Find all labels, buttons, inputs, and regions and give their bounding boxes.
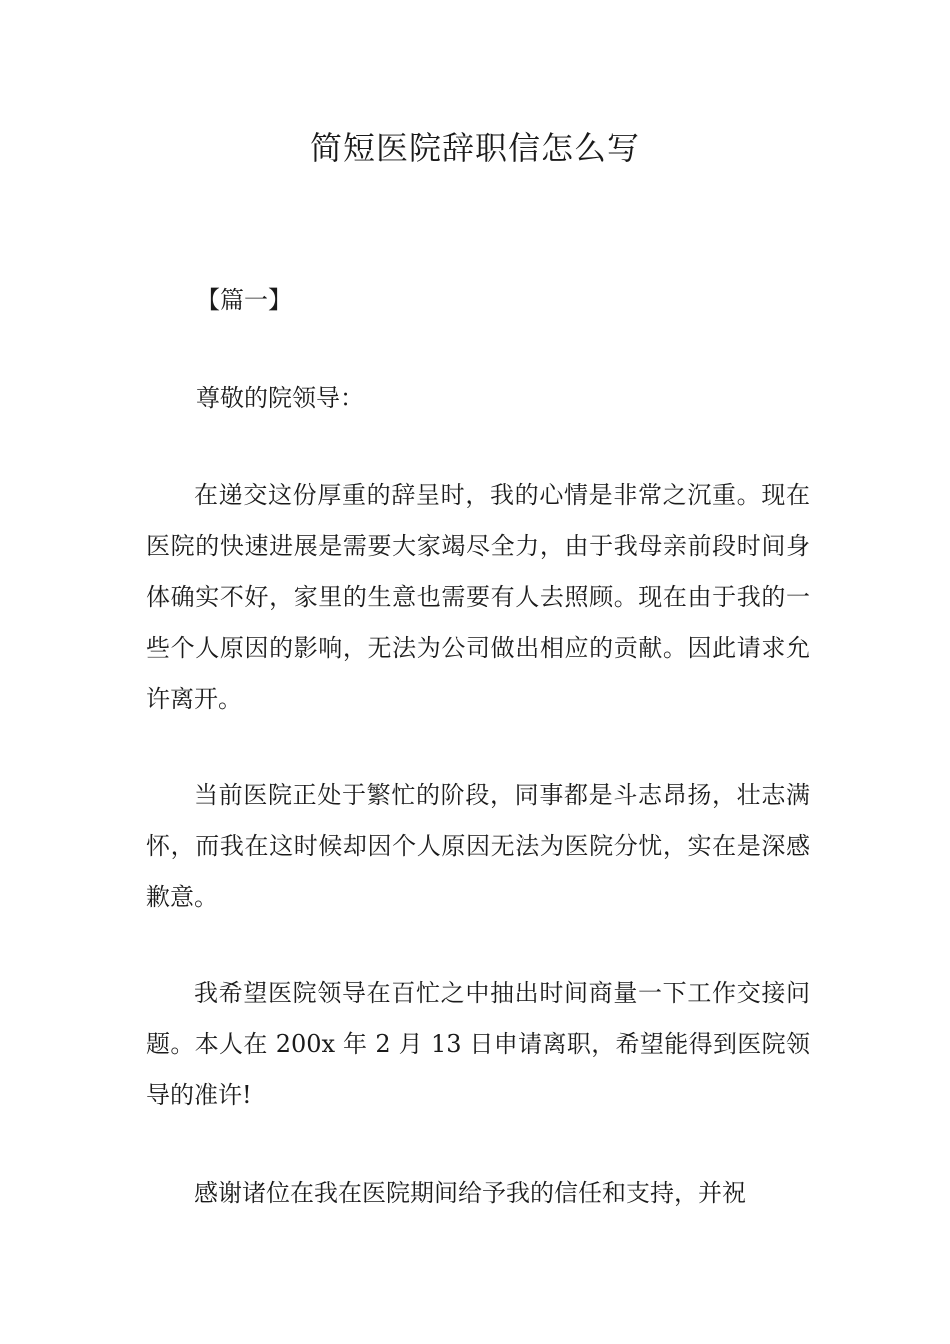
salutation: 尊敬的院领导： <box>196 384 364 412</box>
document-title: 简短医院辞职信怎么写 <box>309 129 640 167</box>
body-paragraph: 感谢诸位在我在医院期间给予我的信任和支持，并祝 <box>194 1179 746 1207</box>
body-paragraph: 在递交这份厚重的辞呈时，我的心情是非常之沉重。现在医院的快速进展是需要大家竭尽全力，由于我母亲前段时间身体确实不好，家里的生意也需要有人去照顾。现在由于我的一些个人原因的影响，无法为公司做出相应的贡献。因此请求允许离开。 <box>146 481 810 713</box>
body-paragraph: 当前医院正处于繁忙的阶段，同事都是斗志昂扬，壮志满怀，而我在这时候却因个人原因无法为医院分忧，实在是深感歉意。 <box>146 781 810 911</box>
section-label: 【篇一】 <box>196 286 292 314</box>
body-paragraph: 我希望医院领导在百忙之中抽出时间商量一下工作交接问题。本人在 200x 年 2 月 13 日申请离职，希望能得到医院领导的准许! <box>146 979 810 1109</box>
